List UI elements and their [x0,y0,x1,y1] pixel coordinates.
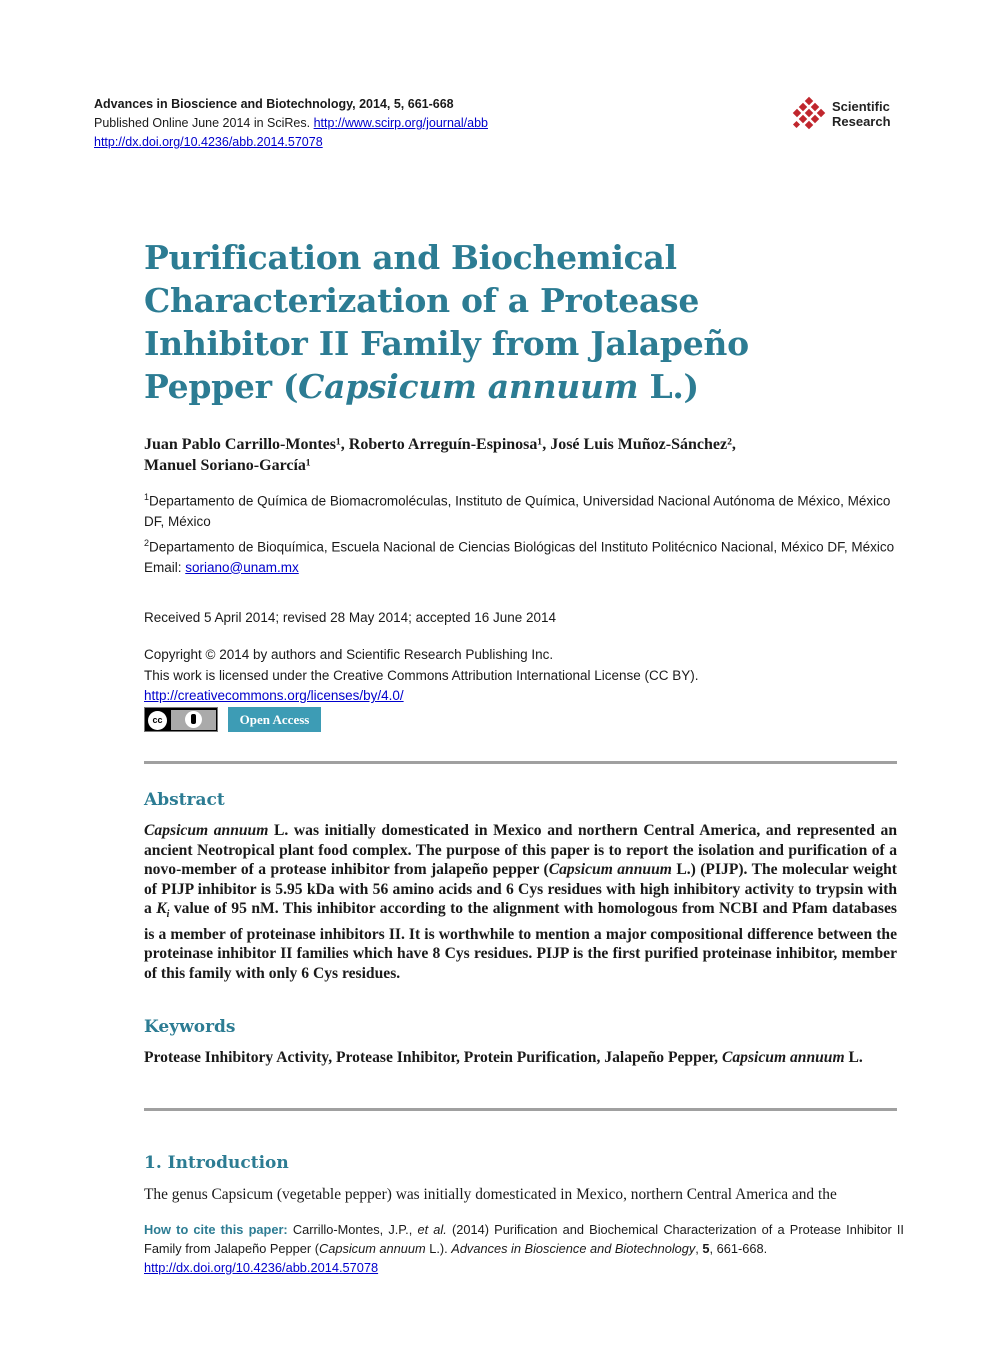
cite-label: How to cite this paper: [144,1222,288,1237]
copyright-line: Copyright © 2014 by authors and Scientific Research Publishing Inc. [144,647,554,662]
copyright-block [144,645,904,707]
abstract-body: Capsicum annuum L. was initially domesticated in Mexico and northern Central America, and represented an ancient Neotropical plant food complex. The purpose of this paper is to report the isolation and purification of a novo-member of a protease inhibitor from jalapeño pepper (Capsicum annuum L.) (PIJP). The molecular weight of PIJP inhibitor is 5.95 kDa with 56 amino acids and 6 Cys residues with high inhibitory activity to trypsin with a $K_i$ value of 95 nM. This inhibitor according to the alignment with homologous from NCBI and Pfam databases is a member of proteinase inhibitors II. It is worthwhile to mention a major compositional difference between the proteinase inhibitor II families which have 8 Cys residues. PIJP is the first purified proteinase inhibitor, member of this family with only 6 Cys residues. [144,822,897,982]
journal-url-link[interactable]: http://www.scirp.org/journal/abb [313,116,488,130]
how-to-cite: How to cite this paper: Carrillo-Montes, J.P., et al. (2014) Purification and Biochemical Characterization of a Protease Inhibitor II Family from Jalapeño Pepper (Capsicum annuum L.). Advances in Bioscience and Biotechnology, 5, 661-668. http://dx.doi.org/10.4236/abb.2014.57078 [144,1222,904,1275]
scientific-research-logo [790,96,910,138]
abstract-heading: Abstract [144,790,225,810]
logo-line2: Research [832,114,891,129]
cc-by-badge-icon[interactable] [144,707,218,732]
received-dates: Received 5 April 2014; revised 28 May 2014; accepted 16 June 2014 [144,610,557,625]
authors-line1: Juan Pablo Carrillo-Montes¹, Roberto Arreguín-Espinosa¹, José Luis Muñoz-Sánchez², [144,436,736,453]
journal-header [94,95,904,152]
journal-citation-line: Advances in Bioscience and Biotechnology, 2014, 5, 661-668 [94,97,454,111]
affiliation-1: $^1$Departamento de Química de Biomacromoléculas, Instituto de Química, Universidad Nacional Autónoma de México, México DF, México [144,492,891,529]
by-attribution-icon [171,710,216,730]
title-part2: L.) [638,367,699,406]
cite-doi-link[interactable]: http://dx.doi.org/10.4236/abb.2014.57078 [144,1260,379,1275]
divider-top [144,761,897,764]
cc-logo-icon: cc [148,711,167,730]
published-text: Published Online June 2014 in SciRes. [94,116,311,130]
logo-mark-icon [790,96,830,136]
open-access-badge: Open Access [228,707,321,732]
keywords-heading: Keywords [144,1017,236,1037]
title-part1: Purification and Biochemical Characterization of a Protease Inhibitor II Family from Jalapeño Pepper ( [144,238,749,406]
logo-line1: Scientific [832,99,890,114]
introduction-heading: 1. Introduction [144,1153,289,1173]
keywords-body: Protease Inhibitory Activity, Protease Inhibitor, Protein Purification, Jalapeño Pepper, Capsicum annuum L. [144,1049,863,1066]
license-line: This work is licensed under the Creative Commons Attribution International License (CC BY). [144,667,699,683]
header-doi-link[interactable]: http://dx.doi.org/10.4236/abb.2014.57078 [94,135,323,149]
affiliations [144,487,904,578]
divider-bottom [144,1108,897,1111]
license-url-link[interactable]: http://creativecommons.org/licenses/by/4.0/ [144,688,404,703]
authors-line2: Manuel Soriano-García¹ [144,457,311,474]
email-line: Email: soriano@unam.mx [144,559,299,575]
published-line [94,114,904,133]
introduction-body: The genus Capsicum (vegetable pepper) was initially domesticated in Mexico, northern Central America and the [144,1186,837,1203]
email-link[interactable]: soriano@unam.mx [185,559,299,575]
title-italic: Capsicum annuum [298,367,639,406]
author-list [144,434,904,476]
affiliation-2: $^2$Departamento de Bioquímica, Escuela Nacional de Ciencias Biológicas del Instituto Politécnico Nacional, México DF, México [144,537,895,554]
paper-title [144,236,864,408]
